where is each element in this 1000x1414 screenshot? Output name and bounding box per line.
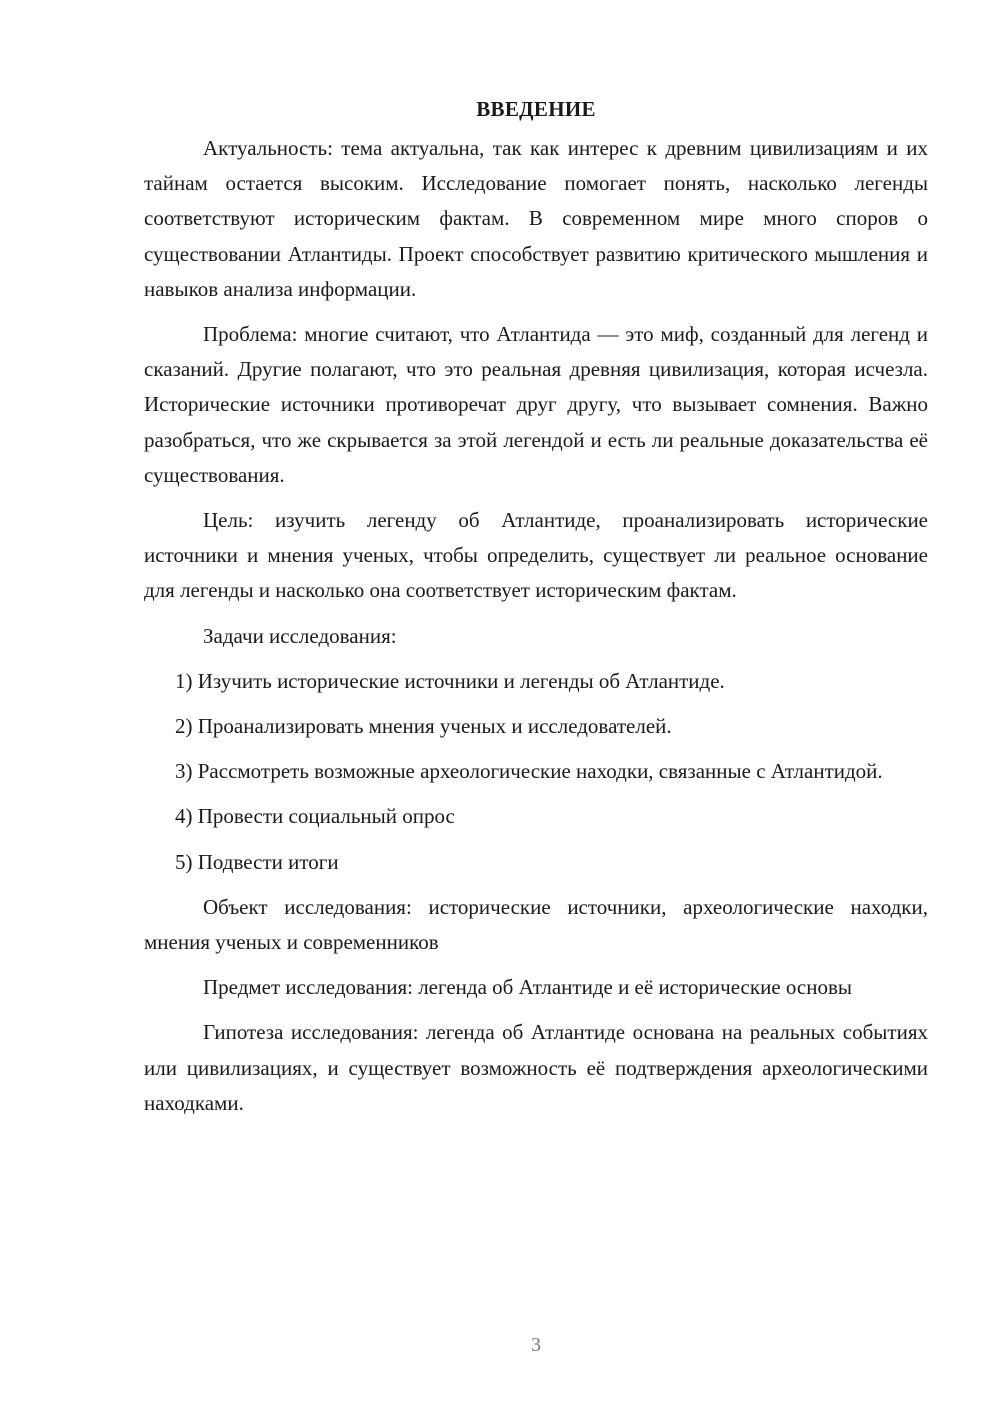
task-item: 3) Рассмотреть возможные археологические находки, связанные с Атлантидой. bbox=[175, 759, 883, 784]
hypothesis-paragraph: Гипотеза исследования: легенда об Атлантиде основана на реальных событиях или цивилизациях, и существует возможность её подтверждения археологическими находками. bbox=[144, 1020, 928, 1115]
problem-paragraph: Проблема: многие считают, что Атлантида — это миф, созданный для легенд и сказаний. Другие полагают, что это реальная древняя цивилизация, которая исчезла. Исторические источники противоречат друг другу, что вызывает сомнения. Важно разобраться, что же скрывается за этой легендой и есть ли реальные доказательства её существования. bbox=[144, 322, 928, 487]
task-item: 1) Изучить исторические источники и легенды об Атлантиде. bbox=[175, 668, 725, 693]
section-title: ВВЕДЕНИЕ bbox=[476, 97, 596, 121]
task-item: 2) Проанализировать мнения ученых и исследователей. bbox=[175, 714, 672, 739]
page-number: 3 bbox=[531, 1334, 541, 1356]
relevance-paragraph: Актуальность: тема актуальна, так как интерес к древним цивилизациям и их тайнам остается высоким. Исследование помогает понять, насколько легенды соответствуют историческим фактам. В современном мире много споров о существовании Атлантиды. Проект способствует развитию критического мышления и навыков анализа информации. bbox=[144, 136, 928, 301]
goal-paragraph: Цель: изучить легенду об Атлантиде, проанализировать исторические источники и мнения ученых, чтобы определить, существует ли реальное основание для легенды и насколько она соответствует историческим фактам. bbox=[144, 508, 928, 603]
object-paragraph: Объект исследования: исторические источники, археологические находки, мнения ученых и современников bbox=[144, 894, 928, 955]
tasks-heading: Задачи исследования: bbox=[203, 623, 397, 648]
subject-paragraph: Предмет исследования: легенда об Атлантиде и её исторические основы bbox=[203, 975, 852, 1000]
document-body bbox=[144, 92, 928, 1131]
task-item: 4) Провести социальный опрос bbox=[175, 804, 455, 829]
task-item: 5) Подвести итоги bbox=[175, 849, 339, 874]
